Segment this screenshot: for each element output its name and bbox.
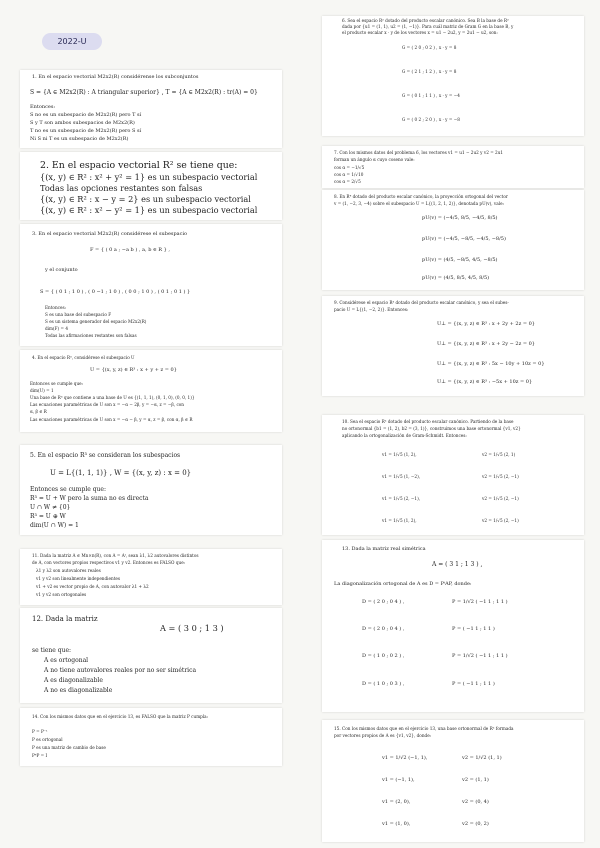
q11-title: 11. Dada la matriz A ∈ Mn×n(R), con A = Aᵗ, sean λ1, λ2 autovalores distintos [32,553,199,558]
q3-option-c[interactable]: dim(F) = 4 [45,326,68,331]
q3-option-a[interactable]: S es una base del subespacio F [45,312,112,317]
q9-option-b[interactable]: U⊥ = {(x, y, z) ∈ R³ : x + 2y − 2z = 0} [437,341,535,347]
q10-option-b-v1: v1 = 1/√5 (1, −2), [382,474,421,479]
question-15 [322,720,584,842]
right-column [300,0,600,848]
q13-title: 13. Dada la matriz real simétrica [342,546,426,552]
q9-option-c[interactable]: U⊥ = {(x, y, z) ∈ R³ : 5x − 10y + 10z = 0} [437,361,545,367]
q14-option-a[interactable]: P = P⁻¹ [32,729,48,734]
q15-option-c-v2: v2 = (0, 4) [462,799,489,805]
q13-option-b-d: D = ( 2 0 ; 0 4 ) , [362,626,405,632]
question-8 [322,190,584,290]
q14-option-d[interactable]: P⁴P = I [32,753,48,758]
q4-intro: Entonces se cumple que: [30,381,84,386]
q15-option-b-v1: v1 = (−1, 1), [382,777,415,783]
q8-option-d[interactable]: pU(v) = (4/5, 8/5, 4/5, 8/5) [422,275,490,281]
q14-title: 14. Con los mismos datos que en el ejercicio 13, es FALSO que la matriz P cumpla: [32,714,209,719]
q7-option-c[interactable]: cos α = 2/√5 [334,179,361,184]
q12-intro: se tiene que: [32,647,72,654]
question-10 [322,415,584,535]
q1-title: 1. En el espacio vectorial M2x2(R) considérense los subconjuntos [32,74,199,80]
q10-option-a-v2: v2 = 1/√5 (2, 1) [482,452,516,457]
q6-option-a[interactable]: G = ( 2 0 ; 0 2 ) , x · y = 8 [402,45,457,50]
q15-option-a-v1: v1 = 1/√2 (−1, 1), [382,755,428,761]
q10-option-c-v1: v1 = 1/√5 (2, −1), [382,496,421,501]
q6-title-2: dada por {u1 = (1, 1), u2 = (1, −1)}. Para cuál matriz de Gram G en la base B, y [342,24,514,29]
question-4 [20,350,282,432]
q1-option-b[interactable]: S y T son ambos subespacios de M2x2(R) [30,120,135,126]
q8-title: 8. En R⁴ dotado del producto escalar canónico, la proyección ortogonal del vector [334,194,508,199]
exam-tag: 2022-U [42,33,102,50]
q12-option-b[interactable]: A no tiene autovalores reales por no ser simétrica [44,667,197,674]
question-11 [20,549,282,605]
q15-option-a-v2: v2 = 1/√2 (1, 1) [462,755,502,761]
q9-option-a[interactable]: U⊥ = {(x, y, z) ∈ R³ : x + 2y + 2z = 0} [437,321,535,327]
q11-option-d[interactable]: v1 y v2 son ortogonales [36,592,87,597]
q13-intro: La diagonalización ortogonal de A es D = PᵗAP, donde: [334,581,472,587]
q10-option-b-v2: v2 = 1/√5 (2, −1) [482,474,519,479]
q4-option-c[interactable]: Las ecuaciones paramétricas de U son x = −α − 2β, y = −α, z = −β, con [30,402,185,407]
q4-subspace: U = {(x, y, z) ∈ R³ : x + y + z = 0} [90,367,177,373]
question-3 [20,224,282,346]
q3-intro: Entonces: [45,305,67,310]
q8-option-a[interactable]: pU(v) = (−4/5, 8/5, −4/5, 8/5) [422,215,498,221]
q15-title-2: por vectores propios de A es {v1, v2}, donde: [334,733,432,738]
q12-matrix: A = ( 3 0 ; 1 3 ) [160,623,224,633]
q10-option-d-v2: v2 = 1/√5 (2, −1) [482,518,519,523]
question-2 [20,152,282,220]
q3-and-set: y el conjunto [45,267,78,273]
q11-title-2: de A, con vectores propios respectivos v1 y v2. Entonces es FALSO que: [32,560,186,565]
q1-intro: Entonces: [30,104,56,110]
q2-option-b[interactable]: Todas las opciones restantes son falsas [40,183,203,193]
q14-option-c[interactable]: P es una matriz de cambio de base [32,745,106,750]
q15-option-c-v1: v1 = (2, 0), [382,799,411,805]
q13-option-a-p: P = 1/√2 ( −1 1 ; 1 1 ) [452,599,508,605]
q7-title-2: forman un ángulo α cuyo coseno vale: [334,157,415,162]
q13-option-c-p: P = 1/√2 ( −1 1 ; 1 1 ) [452,653,508,659]
q3-title: 3. En el espacio vectorial M2x2(R) considérese el subespacio [32,231,188,237]
q13-matrix: A = ( 3 1 ; 1 3 ) , [432,561,483,568]
q3-subspace: F = { ( 0 a ; −a b ) , a, b ∈ R } , [90,247,170,253]
q3-option-d[interactable]: Todas las afirmaciones restantes son falsas [45,333,137,338]
q5-option-d[interactable]: dim(U ∩ W) = 1 [30,522,79,529]
q15-title: 15. Con los mismos datos que en el ejercicio 13, una base ortonormal de R² formada [334,726,514,731]
question-13 [322,540,584,712]
q7-option-a[interactable]: cos α = −1/√5 [334,165,365,170]
q8-option-c[interactable]: pU(v) = (4/5, −8/5, 4/5, −8/5) [422,257,498,263]
q5-option-a[interactable]: R³ = U + W pero la suma no es directa [30,495,149,502]
q13-option-c-d: D = ( 1 0 ; 0 2 ) , [362,653,405,659]
q15-option-b-v2: v2 = (1, 1) [462,777,489,783]
q15-option-d-v1: v1 = (1, 0), [382,821,411,827]
q13-option-b-p: P = ( −1 1 ; 1 1 ) [452,626,495,632]
q9-option-d[interactable]: U⊥ = {(x, y, z) ∈ R³ : −5x + 10z = 0} [437,379,533,385]
q10-option-a-v1: v1 = 1/√5 (1, 2), [382,452,417,457]
q5-title: 5. En el espacio R³ se consideran los subespacios [30,452,181,459]
q9-title: 9. Considérese el espacio R³ dotado del producto escalar canónico, y sea el subes- [334,300,509,305]
q4-option-d[interactable]: Las ecuaciones paramétricas de U son x = −α − β, y = α, z = β, con α, β ∈ R [30,417,193,422]
q10-title-2: no ortonormal {b1 = (1, 2), b2 = (3, 1)}, construimos una base ortonormal {v1, v2} [342,426,521,431]
q4-option-a[interactable]: dim(U) = 1 [30,388,54,393]
question-6 [322,16,584,136]
q13-option-d-d: D = ( 1 0 ; 0 3 ) , [362,681,405,687]
q13-option-d-p: P = ( −1 1 ; 1 1 ) [452,681,495,687]
q4-option-c-cont: α, β ∈ R [30,409,47,414]
q2-title: 2. En el espacio vectorial R² se tiene que: [40,160,238,171]
q4-title: 4. En el espacio R³, considérese el subespacio U [32,355,135,360]
q8-option-b[interactable]: pU(v) = (−4/5, −8/5, −4/5, −8/5) [422,236,506,242]
q10-option-d-v1: v1 = 1/√5 (1, 2), [382,518,417,523]
q6-title-3: el producto escalar x · y de los vectores x = u1 − 2u2, y = 2u1 − u2, son: [342,30,498,35]
q10-option-c-v2: v2 = 1/√5 (2, −1) [482,496,519,501]
q6-option-b[interactable]: G = ( 2 1 ; 1 2 ) , x · y = 8 [402,69,457,74]
question-12 [20,608,282,703]
q12-option-a[interactable]: A es ortogonal [44,657,89,664]
q5-subspaces: U = L{(1, 1, 1)} , W = {(x, y, z) : x = 0} [50,469,192,477]
q12-option-c[interactable]: A es diagonalizable [44,677,103,684]
q3-option-b[interactable]: S es un sistema generador del espacio M2x2(R) [45,319,147,324]
q15-option-d-v2: v2 = (0, 2) [462,821,489,827]
q9-title-2: pacio U = L{(1, −2, 2)}. Entonces: [334,307,409,312]
q7-title: 7. Con los mismos datos del problema 6, los vectores v1 = u1 − 2u2 y v2 = 2u1 [334,150,504,155]
q5-option-b[interactable]: U ∩ W ≠ {0} [30,504,71,511]
q1-option-c[interactable]: T no es un subespacio de M2x2(R) pero S sí [30,128,142,134]
q2-option-a[interactable]: {(x, y) ∈ R² : x² + y² = 1} es un subespacio vectorial [40,172,258,182]
q6-option-d[interactable]: G = ( 0 2 ; 2 0 ) , x · y = −8 [402,117,460,122]
q7-option-b[interactable]: cos α = 1/√10 [334,172,364,177]
q1-option-d[interactable]: Ni S ni T es un subespacio de M2x2(R) [30,136,129,142]
question-7 [322,146,584,188]
q6-title: 6. Sea el espacio R² dotado del producto escalar canónico. Sea B la base de R² [342,18,509,23]
question-9 [322,296,584,396]
q13-option-a-d: D = ( 2 0 ; 0 4 ) , [362,599,405,605]
q11-option-b[interactable]: v1 y v2 son linealmente independientes [36,576,120,581]
q14-option-b[interactable]: P es ortogonal [32,737,63,742]
q12-option-d[interactable]: A no es diagonalizable [44,687,113,694]
q1-sets: S = {A ∈ M2x2(R) : A triangular superior} , T = {A ∈ M2x2(R) : tr(A) = 0} [30,89,258,96]
q2-option-c[interactable]: {(x, y) ∈ R² : x − y = 2} es un subespacio vectorial [40,194,251,204]
q8-title-2: v = (1, −2, 3, −4) sobre el subespacio U = L{(1, 2, 1, 2)}, denotada pU(v), vale: [334,201,505,206]
q2-option-d[interactable]: {(x, y) ∈ R² : x² − y² = 1} es un subespacio vectorial [40,205,258,215]
q1-option-a[interactable]: S no es un subespacio de M2x2(R) pero T sí [30,112,142,118]
q11-option-c[interactable]: v1 + v2 es vector propio de A, con autovalor λ1 + λ2 [36,584,149,589]
q11-option-a[interactable]: λ1 y λ2 son autovalores reales [36,568,101,573]
q6-option-c[interactable]: G = ( 0 1 ; 1 1 ) , x · y = −4 [402,93,460,98]
q10-title-3: aplicando la ortogonalización de Gram-Schmidt. Entonces: [342,433,467,438]
q5-intro: Entonces se cumple que: [30,486,106,493]
q3-set: S = { ( 0 1 ; 1 0 ) , ( 0 −1 ; 1 0 ) , ( 0 0 ; 1 0 ) , ( 0 1 ; 0 1 ) } [40,289,191,295]
question-14 [20,708,282,766]
q12-title: 12. Dada la matriz [32,615,98,623]
question-1 [20,70,282,148]
q5-option-c[interactable]: R³ = U ⊕ W [30,513,66,520]
q10-title: 10. Sea el espacio R² dotado del producto escalar canónico. Partiendo de la base [342,419,514,424]
question-5 [20,445,282,535]
q4-option-b[interactable]: Una base de R³ que contiene a una base de U es {(1, 1, 1), (0, 1, 0), (0, 0, 1)} [30,395,195,400]
